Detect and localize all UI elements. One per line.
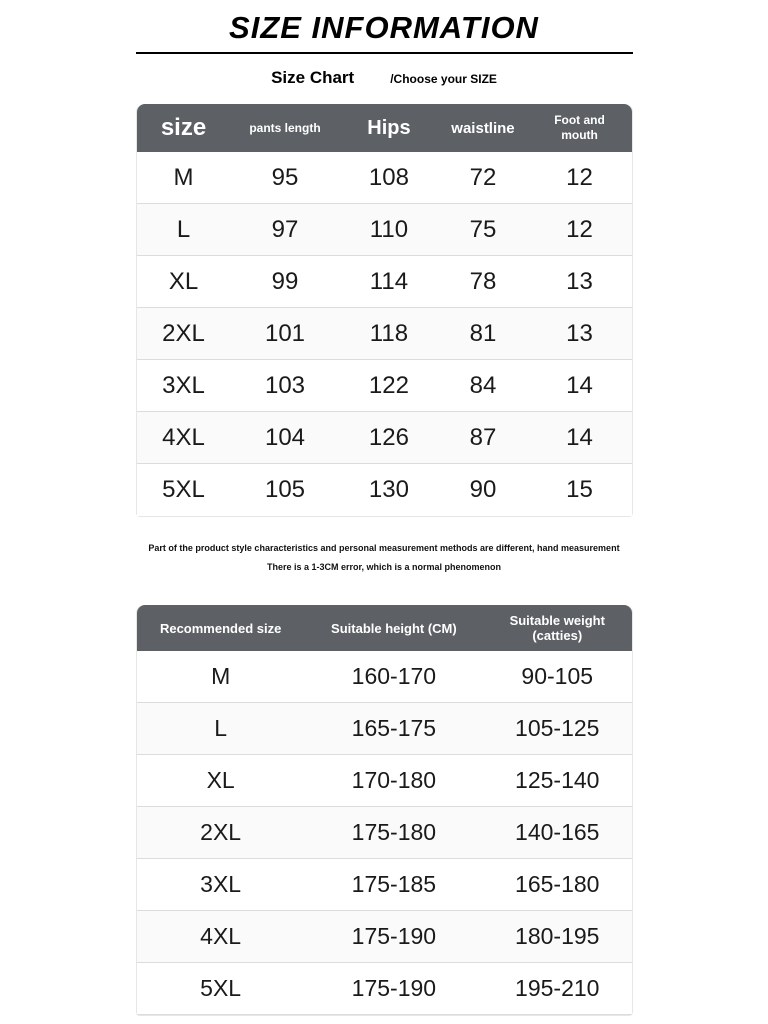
table-row [137,807,632,859]
table-row [137,360,632,412]
size-chart-heading: Size Chart [271,68,355,87]
table-cell: 104 [231,412,340,464]
header-cell-pants-length: pants length [231,104,340,152]
table-cell: 3XL [137,859,305,911]
header-cell-size: size [137,104,231,152]
table-row [137,703,632,755]
header-cell-hips: Hips [339,104,438,152]
header-cell-recommended-size: Recommended size [137,605,305,651]
table-cell: 130 [339,464,438,516]
table-cell: 78 [438,256,527,308]
table-cell: 90 [438,464,527,516]
recommendation-section [136,605,633,1016]
table-row [137,464,632,516]
title-divider [136,52,633,54]
table-cell: 13 [528,256,632,308]
table-cell: 108 [339,152,438,204]
recommendation-header [137,605,632,651]
measurement-notes [136,539,633,577]
table-row [137,859,632,911]
table-cell: 12 [528,204,632,256]
table-cell: 114 [339,256,438,308]
table-cell: 13 [528,308,632,360]
table-row [137,308,632,360]
choose-size-note: /Choose your SIZE [390,72,497,86]
size-chart-table [136,104,633,517]
recommendation-body [137,651,632,1015]
table-cell: 105 [231,464,340,516]
table-row [137,755,632,807]
table-cell: 165-175 [305,703,483,755]
table-cell: 180-195 [483,911,632,963]
table-cell: 5XL [137,464,231,516]
table-cell: 4XL [137,412,231,464]
table-cell: M [137,651,305,703]
table-cell: 2XL [137,807,305,859]
header-cell-waistline: waistline [438,104,527,152]
size-chart-header [137,104,632,152]
table-cell: 99 [231,256,340,308]
table-row [137,152,632,204]
table-cell: 103 [231,360,340,412]
subtitle-row [0,68,768,88]
table-cell: XL [137,755,305,807]
table-cell: 4XL [137,911,305,963]
table-row [137,256,632,308]
table-cell: 126 [339,412,438,464]
table-cell: 175-190 [305,963,483,1015]
table-cell: 122 [339,360,438,412]
table-cell: 160-170 [305,651,483,703]
table-cell: 105-125 [483,703,632,755]
table-cell: 90-105 [483,651,632,703]
table-row [137,412,632,464]
table-cell: 175-190 [305,911,483,963]
table-cell: 175-185 [305,859,483,911]
table-cell: 14 [528,360,632,412]
table-row [137,963,632,1015]
table-cell: 87 [438,412,527,464]
size-chart-section [136,104,633,517]
size-chart-body [137,152,632,516]
table-cell: XL [137,256,231,308]
table-cell: 81 [438,308,527,360]
table-cell: 75 [438,204,527,256]
table-row [137,651,632,703]
table-cell: 118 [339,308,438,360]
table-cell: 14 [528,412,632,464]
table-cell: L [137,204,231,256]
table-cell: 125-140 [483,755,632,807]
measurement-note-line1: Part of the product style characteristics and personal measurement methods are different, hand measurement [148,543,620,553]
header-cell-suitable-height: Suitable height (CM) [305,605,483,651]
table-cell: 170-180 [305,755,483,807]
table-cell: 95 [231,152,340,204]
table-row [137,204,632,256]
table-cell: 12 [528,152,632,204]
table-cell: M [137,152,231,204]
header-row [137,104,632,152]
measurement-note-line2: There is a 1-3CM error, which is a normal phenomenon [266,562,502,572]
header-cell-suitable-weight: Suitable weight (catties) [483,605,632,651]
table-cell: 72 [438,152,527,204]
fit-recommendation-table [136,605,633,1016]
table-cell: 175-180 [305,807,483,859]
table-cell: 97 [231,204,340,256]
table-cell: 5XL [137,963,305,1015]
table-cell: 140-165 [483,807,632,859]
table-cell: 165-180 [483,859,632,911]
table-cell: 110 [339,204,438,256]
header-row [137,605,632,651]
table-cell: 3XL [137,360,231,412]
table-cell: 84 [438,360,527,412]
table-row [137,911,632,963]
header-cell-foot-and-mouth: Foot and mouth [528,104,632,152]
table-cell: 2XL [137,308,231,360]
table-cell: 195-210 [483,963,632,1015]
table-cell: 101 [231,308,340,360]
table-cell: 15 [528,464,632,516]
table-cell: L [137,703,305,755]
page-title: SIZE INFORMATION [229,10,539,45]
